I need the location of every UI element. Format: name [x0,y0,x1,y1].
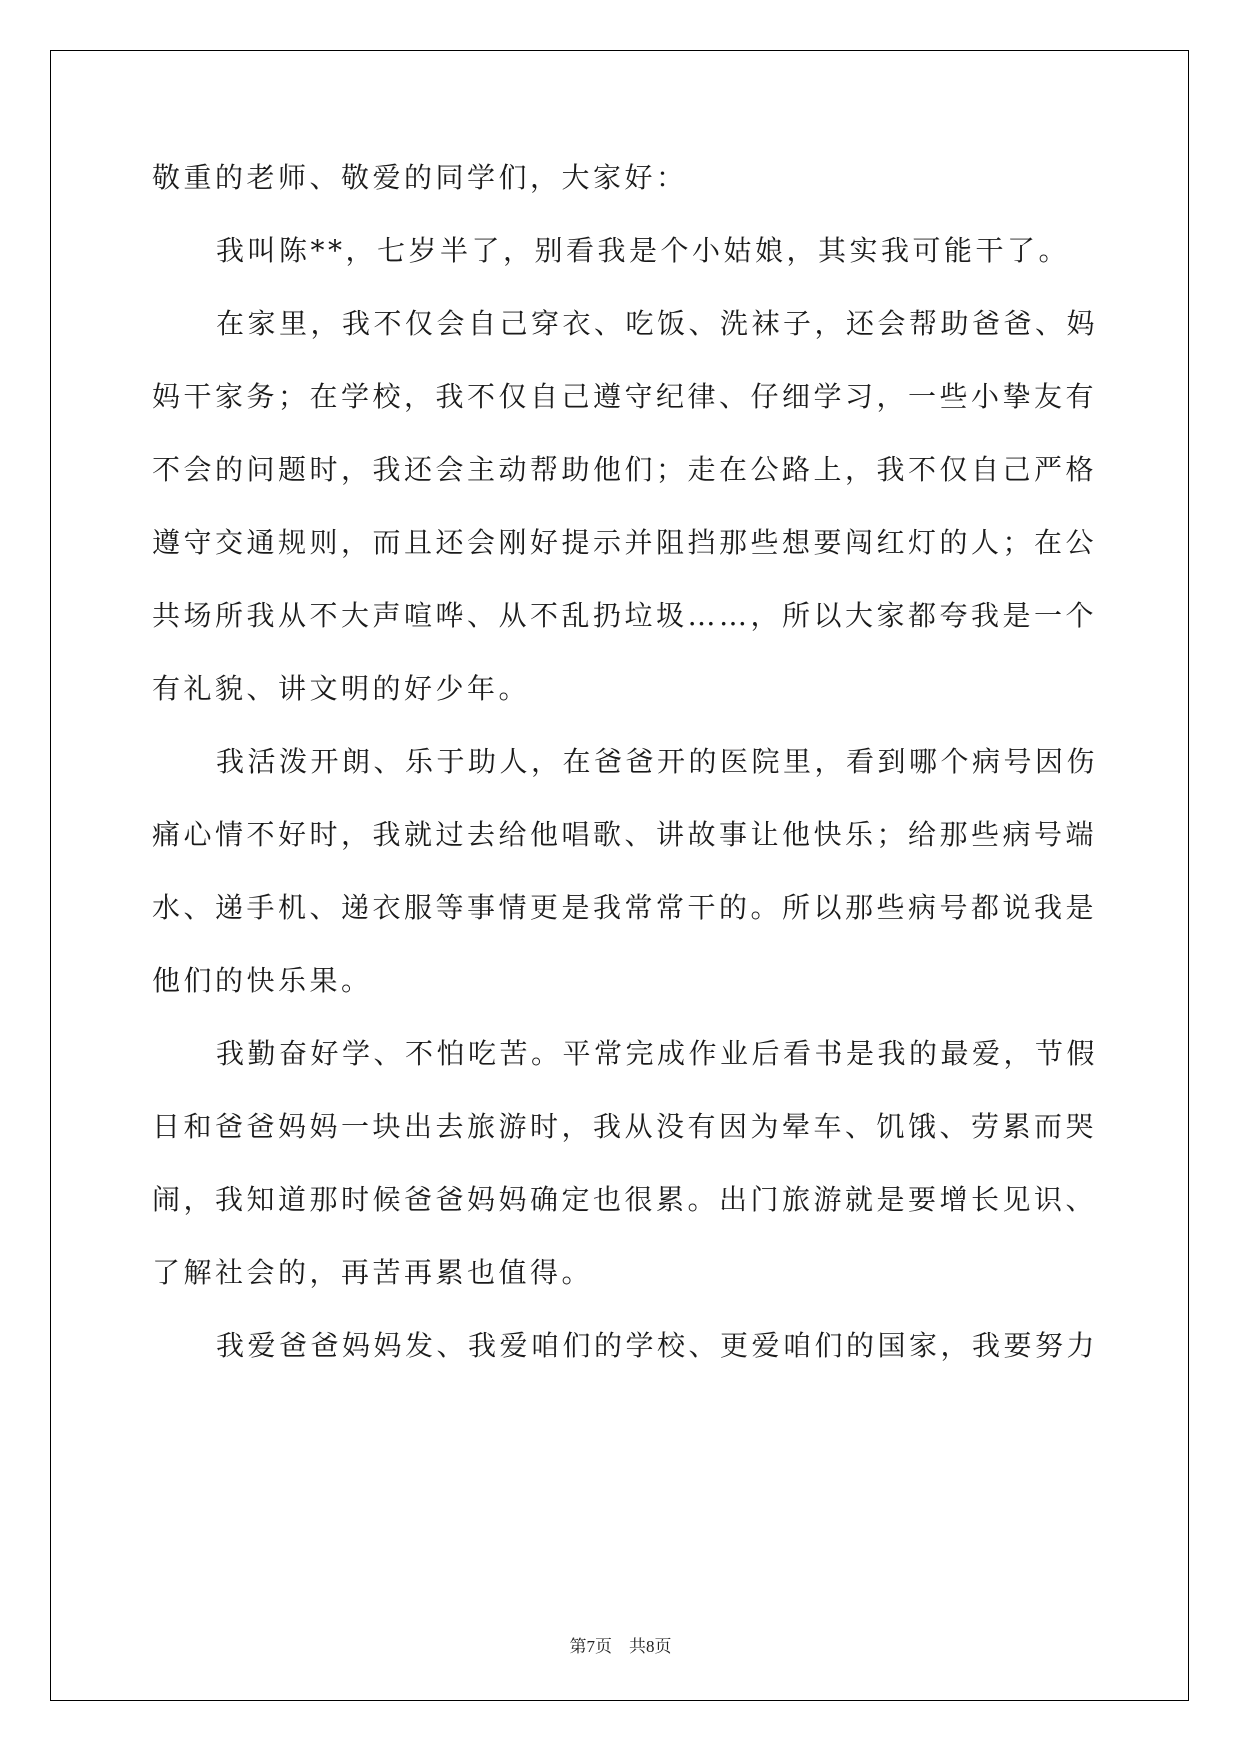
paragraph-line: 我活泼开朗、乐于助人，在爸爸开的医院里，看到哪个病号因伤 [216,745,1099,778]
paragraph-line: 不会的问题时，我还会主动帮助他们；走在公路上，我不仅自己严格 [152,453,1098,486]
paragraph-line: 日和爸爸妈妈一块出去旅游时，我从没有因为晕车、饥饿、劳累而哭 [152,1110,1098,1143]
paragraph-line: 我爱爸爸妈妈发、我爱咱们的学校、更爱咱们的国家，我要努力 [216,1329,1099,1362]
paragraph-line: 妈干家务；在学校，我不仅自己遵守纪律、仔细学习，一些小挚友有 [152,380,1098,413]
paragraph-line: 痛心情不好时，我就过去给他唱歌、讲故事让他快乐；给那些病号端 [152,818,1098,851]
paragraph-line: 有礼貌、讲文明的好少年。 [152,672,531,705]
greeting-line: 敬重的老师、敬爱的同学们，大家好： [152,161,688,194]
paragraph-line: 我叫陈**，七岁半了，别看我是个小姑娘，其实我可能干了。 [216,234,1071,267]
page-frame [50,50,1189,1701]
paragraph-line: 了解社会的，再苦再累也值得。 [152,1256,594,1289]
paragraph-line: 水、递手机、递衣服等事情更是我常常干的。所以那些病号都说我是 [152,891,1098,924]
paragraph-line: 共场所我从不大声喧哗、从不乱扔垃圾……，所以大家都夸我是一个 [152,599,1098,632]
paragraph-line: 在家里，我不仅会自己穿衣、吃饭、洗袜子，还会帮助爸爸、妈 [216,307,1099,340]
paragraph-line: 我勤奋好学、不怕吃苦。平常完成作业后看书是我的最爱，节假 [216,1037,1099,1070]
paragraph-line: 遵守交通规则，而且还会刚好提示并阻挡那些想要闯红灯的人；在公 [152,526,1098,559]
paragraph-line: 他们的快乐果。 [152,964,373,997]
paragraph-line: 闹，我知道那时候爸爸妈妈确定也很累。出门旅游就是要增长见识、 [152,1183,1098,1216]
page-number: 第7页 共8页 [569,1637,672,1656]
